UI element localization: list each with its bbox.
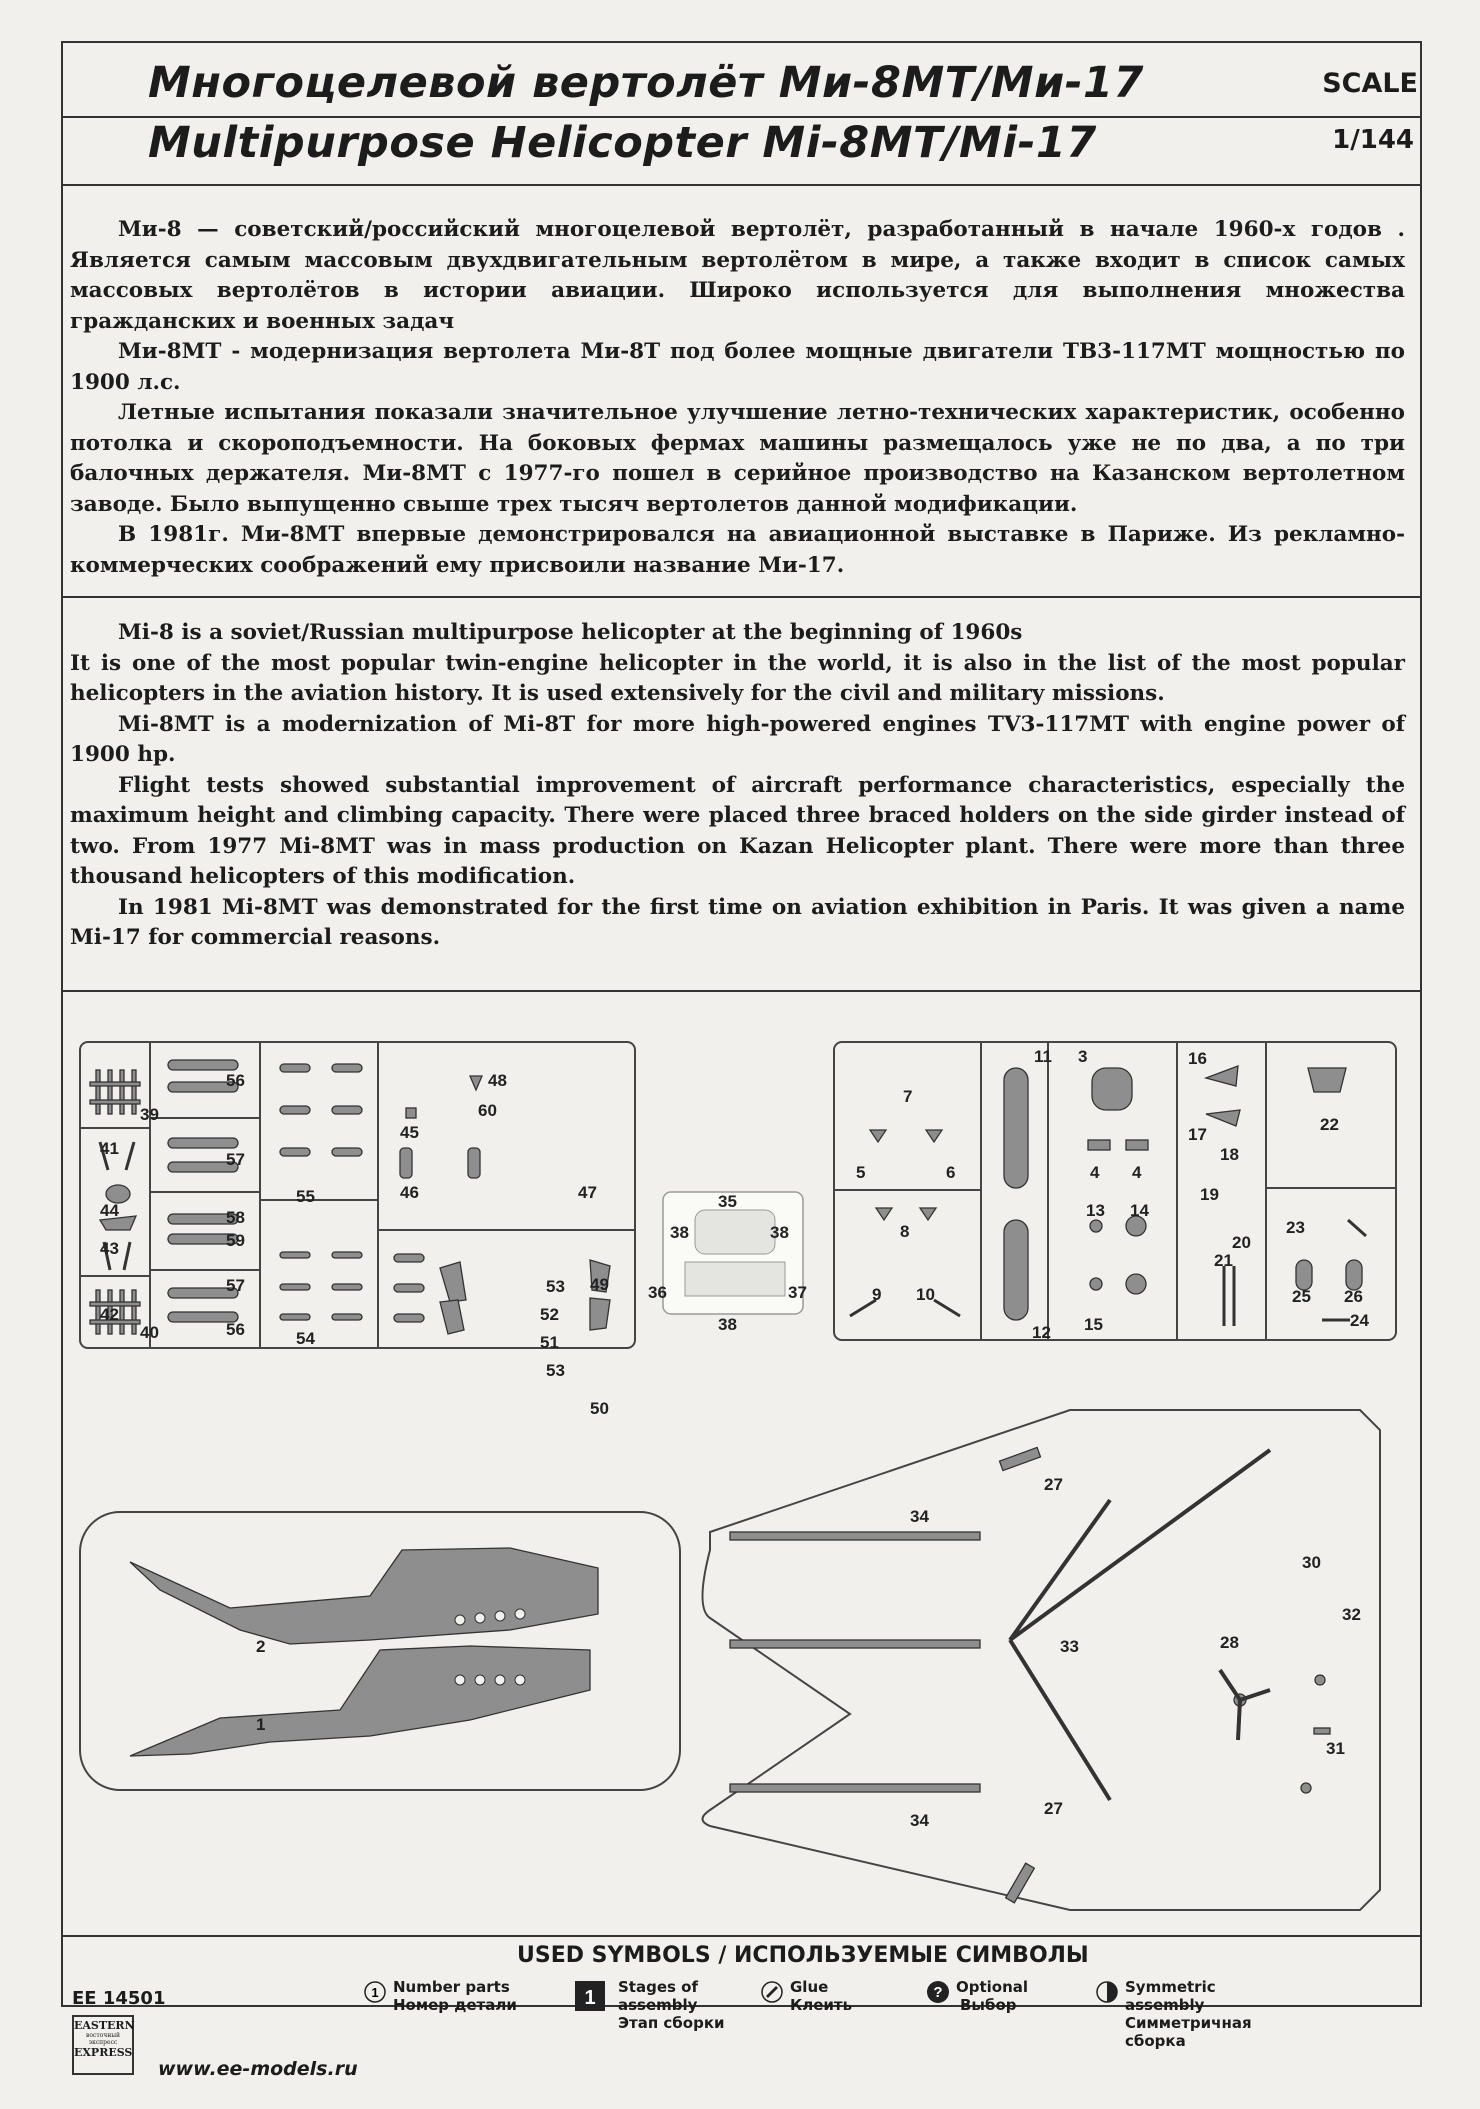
- part-number: 3: [1078, 1047, 1088, 1066]
- part-number: 38: [718, 1315, 737, 1334]
- svg-text:1: 1: [584, 1987, 596, 2009]
- part-number: 4: [1090, 1163, 1100, 1182]
- part-number: 28: [1220, 1633, 1239, 1652]
- part-number: 45: [400, 1123, 419, 1142]
- part-number: 33: [1060, 1637, 1079, 1656]
- sprue-right: [834, 1042, 1396, 1342]
- part-number: 17: [1188, 1125, 1207, 1144]
- part-number: 14: [1130, 1201, 1149, 1220]
- header-divider: [61, 184, 1422, 186]
- part-number: 5: [856, 1163, 866, 1182]
- part-number: 9: [872, 1285, 882, 1304]
- part-number: 53: [546, 1361, 565, 1380]
- part-number: 57: [226, 1150, 245, 1169]
- legend-item-optional: [933, 1978, 1029, 2014]
- part-number: 44: [100, 1201, 119, 1220]
- part-number: 50: [590, 1399, 609, 1418]
- parts-sprue-diagram: [70, 1030, 1410, 1940]
- part-number: 23: [1286, 1218, 1305, 1237]
- part-number: 59: [226, 1231, 245, 1250]
- legend-label-ru: Этап сборки: [618, 2014, 725, 2032]
- part-number: 46: [400, 1183, 419, 1202]
- ru-paragraph: В 1981г. Ми-8МТ впервые демонстрировался на авиационной выставке в Париже. Из рекламно-коммерческих соображений ему присвоили название Ми-17.: [70, 522, 1405, 578]
- part-number: 34: [910, 1811, 929, 1830]
- part-number: 13: [1086, 1201, 1105, 1220]
- part-number: 31: [1326, 1739, 1345, 1758]
- part-number: 52: [540, 1305, 559, 1324]
- text-divider: [61, 596, 1422, 598]
- brand-line1: EASTERN: [74, 2019, 135, 2032]
- part-number: 7: [903, 1087, 913, 1106]
- part-number: 19: [1200, 1185, 1219, 1204]
- part-number: 51: [540, 1333, 559, 1352]
- part-number: 42: [100, 1305, 119, 1324]
- legend-label-ru: Выбор: [960, 1996, 1017, 2014]
- number-circle-icon: [363, 1980, 387, 2004]
- part-number: 40: [140, 1323, 159, 1342]
- svg-text:?: ?: [933, 1984, 943, 2001]
- part-number: 30: [1302, 1553, 1321, 1572]
- part-number: 36: [648, 1283, 667, 1302]
- brand-logo: [72, 2015, 134, 2075]
- en-paragraph: Flight tests showed substantial improvement of aircraft performance characteristics, especially the maximum height and climbing capacity. There were placed three braced holders on the side girder instead of two. From 1977 Mi-8MT was in mass production on Kazan Helicopter plant. There were more than three thousand helicopters of this modification.: [70, 772, 1405, 889]
- part-number: 47: [578, 1183, 597, 1202]
- ru-paragraph: Ми-8МТ - модернизация вертолета Ми-8Т под более мощные двигатели ТВ3-117МТ мощностью по 1900 л.с.: [70, 339, 1405, 395]
- part-number: 11: [1034, 1047, 1052, 1066]
- legend-item-number: [371, 1978, 517, 2014]
- part-number: 56: [226, 1071, 245, 1090]
- part-number: 53: [546, 1277, 565, 1296]
- legend-label-ru: Номер детали: [393, 1996, 517, 2014]
- part-number: 37: [788, 1283, 807, 1302]
- part-number: 56: [226, 1320, 245, 1339]
- sprue-rotor: [703, 1410, 1381, 1910]
- part-number: 48: [488, 1071, 507, 1090]
- part-number: 10: [916, 1285, 935, 1304]
- part-number: 6: [946, 1163, 956, 1182]
- legend-label-en: Glue: [790, 1978, 829, 1996]
- stage-square-icon: [574, 1980, 606, 2012]
- en-paragraph: Mi-8 is a soviet/Russian multipurpose helicopter at the beginning of 1960s: [118, 620, 1023, 645]
- part-number: 60: [478, 1101, 497, 1120]
- part-number: 49: [590, 1275, 609, 1294]
- website-link[interactable]: www.ee-models.ru: [158, 2058, 358, 2080]
- part-number: 2: [256, 1637, 266, 1656]
- part-number: 43: [100, 1239, 119, 1258]
- sprue-left: [80, 1042, 635, 1418]
- symmetric-icon: [1095, 1980, 1119, 2004]
- legend-item-glue: [790, 1978, 852, 2014]
- legend-label-en: Optional: [956, 1978, 1029, 1996]
- scale-value: 1/144: [1332, 125, 1414, 155]
- part-number: 27: [1044, 1475, 1063, 1494]
- part-number: 4: [1132, 1163, 1142, 1182]
- part-number: 16: [1188, 1049, 1207, 1068]
- part-number: 20: [1232, 1233, 1251, 1252]
- glue-icon: [760, 1980, 784, 2004]
- brand-line2: EXPRESS: [74, 2046, 133, 2059]
- scale-label: SCALE: [1322, 68, 1418, 99]
- part-number: 8: [900, 1222, 910, 1241]
- legend-title: USED SYMBOLS / ИСПОЛЬЗУЕМЫЕ СИМВОЛЫ: [517, 1943, 1089, 1968]
- question-icon: [926, 1980, 950, 2004]
- kit-code: EE 14501: [72, 1988, 166, 2009]
- part-number: 35: [718, 1192, 737, 1211]
- title-english: Multipurpose Helicopter Mi-8MT/Mi-17: [148, 118, 1097, 168]
- legend-label-en: Symmetric assembly: [1125, 1978, 1216, 2014]
- part-number: 32: [1342, 1605, 1361, 1624]
- legend-label-en: Number parts: [393, 1978, 510, 1996]
- part-number: 25: [1292, 1287, 1311, 1306]
- part-number: 58: [226, 1208, 245, 1227]
- part-number: 38: [770, 1223, 789, 1242]
- part-number: 54: [296, 1329, 315, 1348]
- part-number: 39: [140, 1105, 159, 1124]
- legend-item-symmetric: [1125, 1978, 1265, 2050]
- part-number: 24: [1350, 1311, 1369, 1330]
- part-number: 21: [1214, 1251, 1233, 1270]
- legend-label-en: Stages of assembly: [618, 1978, 698, 2014]
- part-number: 27: [1044, 1799, 1063, 1818]
- part-number: 41: [100, 1139, 119, 1158]
- ru-paragraph: Летные испытания показали значительное улучшение летно-технических характеристик, особенно потолка и скороподъемности. На боковых фермах машины размещалось уже не по два, а по три балочных держателя. Ми-8МТ с 1977-го пошел в серийное производство на Казанском вертолетном заводе. Было выпущенно свыше трех тысяч вертолетов данной модификации.: [70, 400, 1405, 517]
- en-paragraph: It is one of the most popular twin-engine helicopter in the world, it is also in the list of the most popular helicopters in the aviation history. It is used extensively for the civil and military missions.: [70, 650, 1405, 706]
- part-number: 38: [670, 1223, 689, 1242]
- description-russian: [70, 215, 1405, 581]
- part-number: 55: [296, 1187, 315, 1206]
- part-number: 34: [910, 1507, 929, 1526]
- legend-label-ru: Симметричная сборка: [1125, 2014, 1252, 2050]
- part-number: 26: [1344, 1287, 1363, 1306]
- title-russian: Многоцелевой вертолёт Ми-8МТ/Ми-17: [148, 58, 1144, 108]
- brand-sub: восточный экспресс: [85, 2032, 121, 2046]
- sprue-clear: [648, 1192, 807, 1334]
- legend-item-stage: [584, 1978, 728, 2032]
- en-paragraph: In 1981 Mi-8MT was demonstrated for the first time on aviation exhibition in Paris. It was given a name Mi-17 for commercial reasons.: [70, 894, 1405, 950]
- part-number: 18: [1220, 1145, 1239, 1164]
- description-english: [70, 618, 1405, 954]
- parts-divider: [61, 990, 1422, 992]
- part-number: 22: [1320, 1115, 1339, 1134]
- part-number: 12: [1032, 1323, 1051, 1342]
- part-number: 57: [226, 1276, 245, 1295]
- part-number: 15: [1084, 1315, 1103, 1334]
- svg-text:1: 1: [371, 1985, 379, 2000]
- legend-label-ru: Клеить: [790, 1996, 853, 2014]
- ru-paragraph: Ми-8 — советский/российский многоцелевой вертолёт, разработанный в начале 1960-х годов . Является самым массовым двухдвигательным вертолётом в мире, а также входит в список самых массовых вертолётов в истории авиации. Широко используется для выполнения множества гражданских и военных задач: [70, 217, 1405, 334]
- en-paragraph: Mi-8MT is a modernization of Mi-8T for more high-powered engines TV3-117MT with engine power of 1900 hp.: [70, 711, 1405, 767]
- sprue-fuselage: [80, 1512, 680, 1790]
- part-number: 1: [256, 1715, 266, 1734]
